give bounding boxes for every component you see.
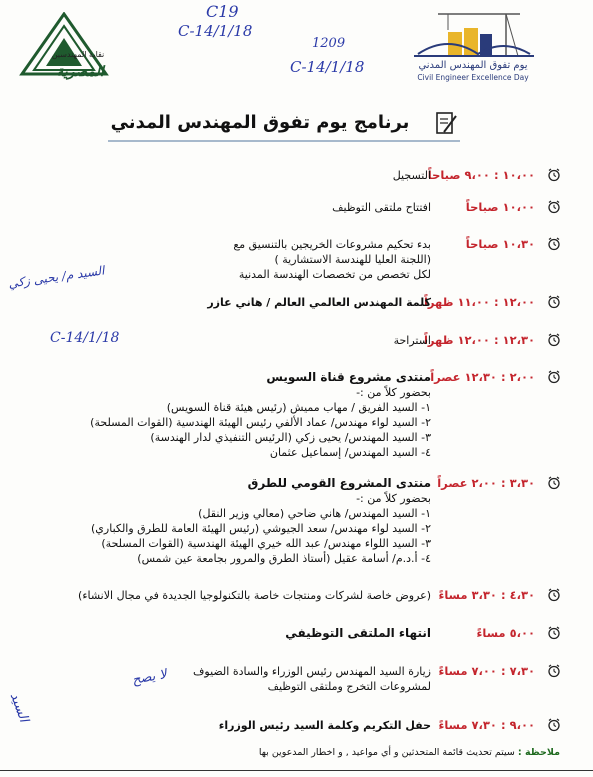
handwritten-side-note: السيد: [6, 690, 32, 725]
syndicate-logo: [18, 12, 110, 92]
alarm-clock-icon: [547, 295, 561, 309]
schedule-line: زيارة السيد المهندس رئيس الوزراء والسادة الضيوف: [192, 665, 431, 678]
handwritten-number: 1209: [312, 36, 346, 51]
schedule-line: ٢- السيد لواء مهندس/ سعد الجيوشي (رئيس الهيئة العامة للطرق والكباري): [91, 522, 431, 535]
schedule-description: [11, 200, 431, 215]
alarm-clock-icon: [547, 588, 561, 602]
schedule-line: ٤- أ.د.م/ أسامة عقيل (أستاذ الطرق والمرور بجامعة عين شمس): [137, 552, 431, 565]
footer-note: [60, 747, 560, 758]
alarm-clock-icon: [547, 370, 561, 384]
schedule-description: [11, 664, 431, 694]
schedule-line: بحضور كلاً من :-: [356, 492, 431, 505]
schedule-line: لكل تخصص من تخصصات الهندسة المدنية: [238, 268, 431, 281]
schedule-time: ١٢،٣٠ : ١٢،٠٠ ظهراً: [423, 333, 535, 347]
schedule-line: التسجيل: [392, 169, 431, 182]
schedule-time: ٥،٠٠ مساءً: [476, 626, 535, 640]
schedule-line: بدء تحكيم مشروعات الخريجين بالتنسيق مع: [233, 238, 431, 251]
alarm-clock-icon: [547, 664, 561, 678]
schedule-line: حفل التكريم وكلمة السيد رئيس الوزراء: [218, 719, 431, 732]
schedule-line: ٢- السيد لواء مهندس/ عماد الألفي رئيس الهيئة الهندسية (القوات المسلحة): [90, 416, 431, 429]
schedule-line: لمشروعات التخرج وملتقى التوظيف: [267, 680, 431, 693]
schedule-line: (اللجنة العليا للهندسة الاستشارية ): [274, 253, 431, 266]
footer-divider: [0, 770, 593, 771]
page-title: برنامج يوم تفوق المهندس المدني: [110, 112, 410, 133]
schedule-time: ٢،٠٠ : ١٢،٣٠ عصراً: [430, 370, 535, 384]
schedule-description: [11, 476, 431, 566]
syndicate-logo-line1: نقابة المهندسين: [51, 50, 105, 59]
schedule-time: ١٠،٠٠ : ٩،٠٠ صباحاً: [427, 168, 535, 182]
schedule-line: (عروض خاصة لشركات ومنتجات خاصة بالتكنولوجيا الجديدة في مجال الانشاء): [78, 589, 431, 602]
schedule-line: افتتاح ملتقى التوظيف: [332, 201, 431, 214]
handwritten-margin-note: السيد م/ يحيى زكي: [7, 263, 106, 291]
schedule-description: [11, 237, 431, 282]
schedule-line: ٤- السيد المهندس/ إسماعيل عثمان: [269, 446, 431, 459]
handwritten-margin-date: C-14/1/18: [50, 330, 120, 346]
alarm-clock-icon: [547, 476, 561, 490]
schedule-line: استراحة: [393, 334, 431, 347]
note-text: سيتم تحديث قائمة المتحدثين و أي مواعيد , و اخطار المدعوين بها: [258, 747, 515, 758]
crane-bridge-icon: [408, 10, 538, 60]
handwritten-date-second: C-14/1/18: [290, 58, 365, 76]
schedule-line: ١- السيد الفريق / مهاب مميش (رئيس هيئة قناة السويس): [166, 401, 431, 414]
handwritten-code-top: C19: [206, 2, 239, 21]
schedule-time: ١٢،٠٠ : ١١،٠٠ ظهراً: [423, 295, 535, 309]
schedule-line: ٣- السيد اللواء مهندس/ عبد الله خيري الهيئة الهندسية (القوات المسلحة): [101, 537, 431, 550]
schedule-line: ١- السيد المهندس/ هاني ضاحي (معالي وزير النقل): [198, 507, 431, 520]
schedule-description: [11, 626, 431, 641]
handwritten-date-top: C-14/1/18: [178, 22, 253, 40]
schedule-description: [11, 718, 431, 733]
alarm-clock-icon: [547, 333, 561, 347]
schedule-description: [11, 588, 431, 603]
schedule-description: [11, 333, 431, 348]
alarm-clock-icon: [547, 168, 561, 182]
schedule-time: ٣،٣٠ : ٢،٠٠ عصراً: [437, 476, 535, 490]
alarm-clock-icon: [547, 718, 561, 732]
document-pen-icon: [434, 110, 458, 136]
alarm-clock-icon: [547, 626, 561, 640]
note-label: ملاحظة :: [517, 747, 560, 758]
syndicate-logo-line2: المصرية: [56, 64, 104, 80]
event-logo-english: Civil Engineer Excellence Day: [417, 73, 529, 82]
title-underline: [108, 140, 460, 142]
event-logo-arabic: يوم تفوق المهندس المدني: [418, 60, 528, 71]
schedule-time: ٧،٣٠ : ٧،٠٠ مساءً: [438, 664, 535, 678]
alarm-clock-icon: [547, 237, 561, 251]
schedule-line: بحضور كلاً من :-: [356, 386, 431, 399]
schedule-time: ٤،٣٠ : ٣،٣٠ مساءً: [438, 588, 535, 602]
schedule-description: [11, 370, 431, 460]
schedule-time: ١٠،٣٠ صباحاً: [465, 237, 535, 251]
alarm-clock-icon: [547, 200, 561, 214]
schedule-heading: منتدى المشروع القومي للطرق: [247, 476, 431, 490]
schedule-description: [11, 168, 431, 183]
event-logo: [408, 10, 538, 88]
schedule-description: [11, 295, 431, 310]
schedule-heading: منتدى مشروع قناة السويس: [266, 370, 431, 384]
handwritten-bottom-note: لا يصح: [130, 667, 168, 688]
schedule-time: ١٠،٠٠ صباحاً: [465, 200, 535, 214]
schedule-line: كلمة المهندس العالمي العالم / هاني عازر: [207, 296, 431, 309]
schedule-heading: انتهاء الملتقى التوظيفي: [285, 626, 431, 640]
schedule-time: ٩،٠٠ : ٧،٣٠ مساءً: [438, 718, 535, 732]
schedule-line: ٣- السيد المهندس/ يحيى زكي (الرئيس التنفيذي لدار الهندسة): [150, 431, 431, 444]
